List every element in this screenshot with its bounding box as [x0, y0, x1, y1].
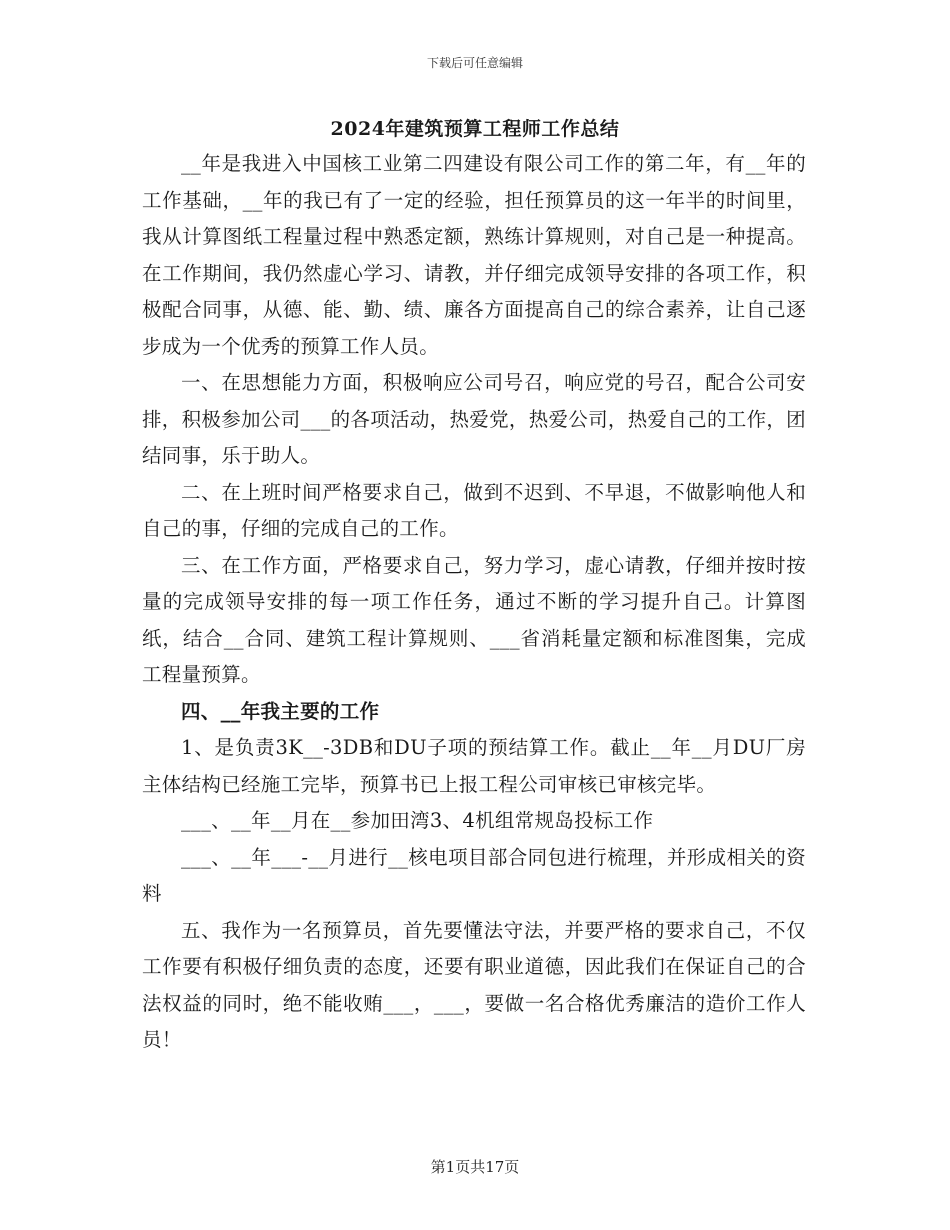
- paragraph-section-5: 五、我作为一名预算员，首先要懂法守法，并要严格的要求自己，不仅工作要有积极仔细负责的态度，还要有职业道德，因此我们在保证自己的合法权益的同时，绝不能收贿___，___，要做一名合格优秀廉洁的造价工作人员！: [142, 918, 806, 1051]
- paragraph-section-3: 三、在工作方面，严格要求自己，努力学习，虚心请教，仔细并按时按量的完成领导安排的每一项工作任务，通过不断的学习提升自己。计算图纸，结合__合同、建筑工程计算规则、___省消耗量定额和标准图集，完成工程量预算。: [142, 553, 806, 686]
- paragraph-item-1: 1、是负责3K__-3DB和DU子项的预结算工作。截止__年__月DU厂房主体结构已经施工完毕，预算书已上报工程公司审核已审核完毕。: [142, 736, 806, 796]
- section-heading-4: 四、__年我主要的工作: [181, 699, 380, 723]
- page-header: 下载后可任意编辑: [426, 56, 523, 70]
- paragraph-section-2: 二、在上班时间严格要求自己，做到不迟到、不早退，不做影响他人和自己的事，仔细的完成自己的工作。: [142, 480, 806, 540]
- paragraph-item-2: ___、__年__月在__参加田湾3、4机组常规岛投标工作: [181, 809, 654, 832]
- page-footer: 第1页共17页: [430, 1158, 520, 1176]
- paragraph-item-3: ___、__年___-__月进行__核电项目部合同包进行梳理，并形成相关的资料: [142, 845, 806, 905]
- paragraph-section-1: 一、在思想能力方面，积极响应公司号召，响应党的号召，配合公司安排，积极参加公司___的各项活动，热爱党，热爱公司，热爱自己的工作，团结同事，乐于助人。: [142, 371, 806, 467]
- document-title: 2024年建筑预算工程师工作总结: [330, 118, 620, 140]
- paragraph-intro: __年是我进入中国核工业第二四建设有限公司工作的第二年，有__年的工作基础，__年的我已有了一定的经验，担任预算员的这一年半的时间里，我从计算图纸工程量过程中熟悉定额，熟练计算规则，对自己是一种提高。在工作期间，我仍然虚心学习、请教，并仔细完成领导安排的各项工作，积极配合同事，从德、能、勤、绩、廉各方面提高自己的综合素养，让自己逐步成为一个优秀的预算工作人员。: [142, 152, 806, 358]
- document-body: [142, 146, 806, 1059]
